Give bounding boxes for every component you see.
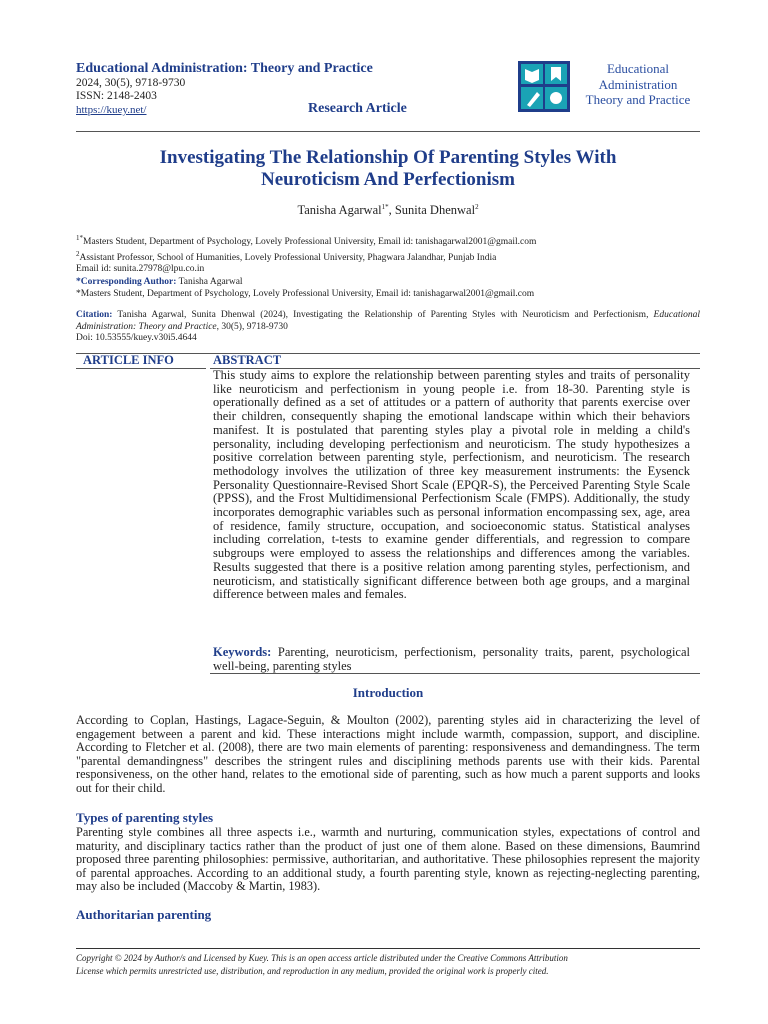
keywords: Keywords: Parenting, neuroticism, perfectionism, personality traits, parent, psychological well-being, parenting styles: [213, 645, 690, 673]
introduction-heading: Introduction: [352, 685, 424, 700]
citation: Citation: Tanisha Agarwal, Sunita Dhenwal (2024), Investigating the Relationship of Parenting Styles with Neuroticism and Perfectionism, Educational Administration: Theory and Practice, 30(5), 9718-9730 Doi: 10.53555/kuey.v30i5.4644: [76, 310, 700, 343]
authoritarian-heading: Authoritarian parenting: [76, 907, 212, 922]
journal-logo: [518, 59, 704, 112]
header-divider: [76, 131, 700, 132]
journal-logo-icon: [518, 59, 570, 112]
journal-url-link[interactable]: https://kuey.net/: [76, 104, 147, 116]
issn: ISSN: 2148-2403: [76, 90, 157, 102]
introduction-paragraph: According to Coplan, Hastings, Lagace-Seguin, & Moulton (2002), parenting styles aid in characterizing the level of engagement between a parent and kid. These interactions might include warmth, compassion, support, and discipline. According to Fletcher et al. (2008), there are two main elements of parenting: responsiveness and demandingness. The term "parental demandingness" describes the stringent rules and disciplining methods parents use with their kids. Parental responsiveness, on the other hand, relates to the emotional side of parenting, such as how much a parent supports and looks out for their child.: [76, 713, 700, 795]
affiliations: $^{1*}$Masters Student, Department of Psychology, Lovely Professional University, Email id: tanishagarwal2001@gmail.com $^2$Assistant Professor, School of Humanities, Lovely Professional University, Phagwara Jalandhar, Punjab India Email id: sunita.27978@lpu.co.in: [76, 234, 537, 275]
logo-text: Educational Administration Theory and Practice: [585, 61, 691, 107]
abstract-text: This study aims to explore the relationship between parenting styles and traits of personality like neuroticism and perfectionism in young people i.e. from 18-30. Parenting style is operationally defined as a set of attitudes or a pattern of authority that parents exercise over their children, consequently shaping the emotional landscape within which their behaviors manifest. It is postulated that parenting styles play a pivotal role in melding a child's personality, including developing perfectionism and neuroticism. The study hypothesizes a positive correlation between parenting style, perfectionism, and neuroticism. The research methodology involves the utilization of three key measurement instruments: the Eysenck Personality Questionnaire-Revised Short Scale (EPQR-S), the Perceived Parenting Style Scale (PPSS), and the Frost Multidimensional Perfectionism Scale (FMPS). Additionally, the study incorporates demographic variables such as personal information encompassing sex, age, area of residence, family structure, occupation, and socioeconomic status. Statistical analyses including correlation, t-tests to examine gender differentials, and regression to compare subgroups were employed to assess the relationships and differences among the variables. Results suggested that there is a positive relation among parenting styles, perfectionism, and neuroticism, and statistically significant difference between both age groups, and a marginal difference between males and females.: [213, 368, 690, 602]
author-list: Tanisha Agarwal$^{1*}$, Sunita Dhenwal$^2$: [297, 203, 479, 218]
corresponding-author: *Corresponding Author: Tanisha Agarwal *Masters Student, Department of Psychology, Lovely Professional University, Email id: tanishagarwal2001@gmail.com: [76, 277, 535, 299]
abstract-heading: ABSTRACT: [213, 353, 282, 367]
paper-title: Investigating The Relationship Of Parenting Styles With Neuroticism And Perfectionism: [159, 147, 617, 190]
article-info-rule: [76, 368, 206, 369]
abstract-bottom-rule: [210, 673, 700, 674]
article-type: Research Article: [308, 101, 407, 116]
article-info-heading: ARTICLE INFO: [83, 353, 174, 367]
copyright-footer: Copyright © 2024 by Author/s and Licensed by Kuey. This is an open access article distributed under the Creative Commons Attribution License which permits unrestricted use, distribution, and reproduction in any medium, provided the original work is properly cited.: [76, 953, 568, 976]
types-heading: Types of parenting styles: [76, 810, 214, 825]
journal-name: Educational Administration: Theory and Practice: [76, 61, 373, 76]
volume-line: 2024, 30(5), 9718-9730: [76, 77, 186, 89]
footer-rule: [76, 948, 700, 949]
types-paragraph: Parenting style combines all three aspects i.e., warmth and nurturing, communication styles, expectations of control and maturity, and disciplinary tactics rather than the product of just one of them alone. Based on these dimensions, Baumrind proposed three parenting philosophies: permissive, authoritarian, and authoritative. These philosophies represent the majority of parental approaches. According to an additional study, a fourth parenting style, known as rejecting-neglecting parenting, may also be included (Maccoby & Martin, 1983).: [76, 825, 700, 894]
doi: Doi: 10.53555/kuey.v30i5.4644: [76, 333, 197, 343]
